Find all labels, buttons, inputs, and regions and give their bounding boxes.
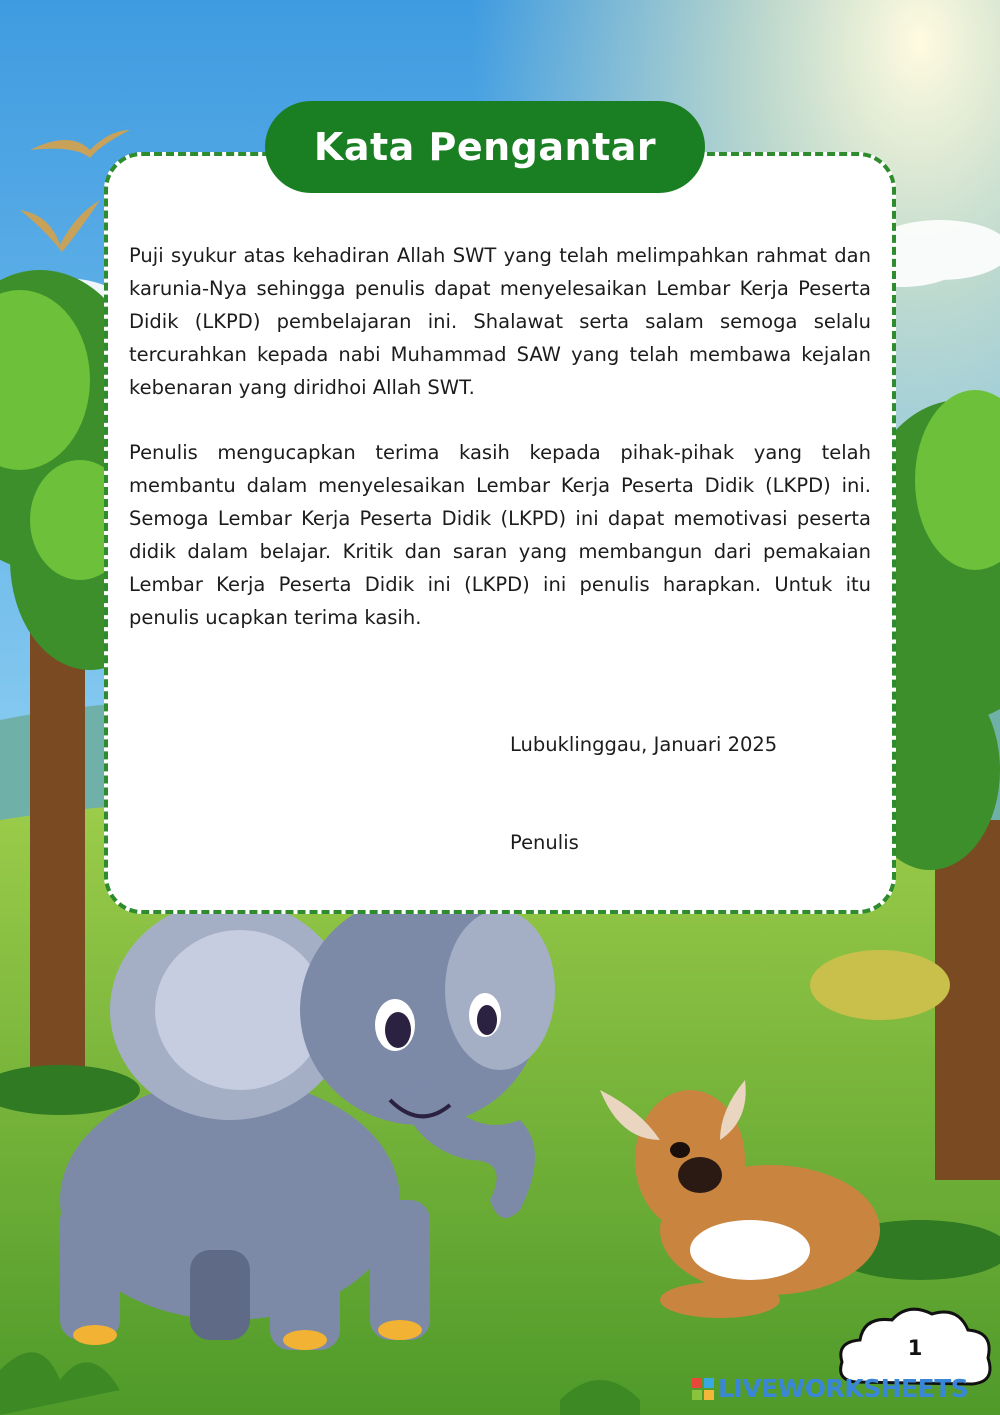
page-number: 1 bbox=[907, 1336, 923, 1360]
title-banner bbox=[265, 101, 705, 193]
page-title: Kata Pengantar bbox=[313, 125, 657, 169]
paragraph-intro: Puji syukur atas kehadiran Allah SWT yang telah melimpahkan rahmat dan karunia-Nya sehingga penulis dapat menyelesaikan Lembar Kerja Peserta Didik (LKPD) pembelajaran ini. Shalawat serta salam semoga selalu tercurahkan kepada nabi Muhammad SAW yang telah membawa kejalan kebenaran yang diridhoi Allah SWT. bbox=[129, 244, 871, 399]
watermark bbox=[692, 1374, 968, 1403]
liveworksheets-logo-icon bbox=[692, 1378, 714, 1400]
place-date: Lubuklinggau, Januari 2025 bbox=[510, 733, 778, 756]
watermark-text: LIVEWORKSHEETS bbox=[718, 1374, 969, 1403]
author-name: Penulis bbox=[510, 831, 579, 854]
paragraph-thanks: Penulis mengucapkan terima kasih kepada pihak-pihak yang telah membantu dalam menyelesaikan Lembar Kerja Peserta Didik (LKPD) ini. Semoga Lembar Kerja Peserta Didik (LKPD) ini dapat memotivasi peserta didik dalam belajar. Kritik dan saran yang membangun dari pemakaian Lembar Kerja Peserta Didik ini (LKPD) ini penulis harapkan. Untuk itu penulis ucapkan terima kasih. bbox=[129, 441, 871, 629]
